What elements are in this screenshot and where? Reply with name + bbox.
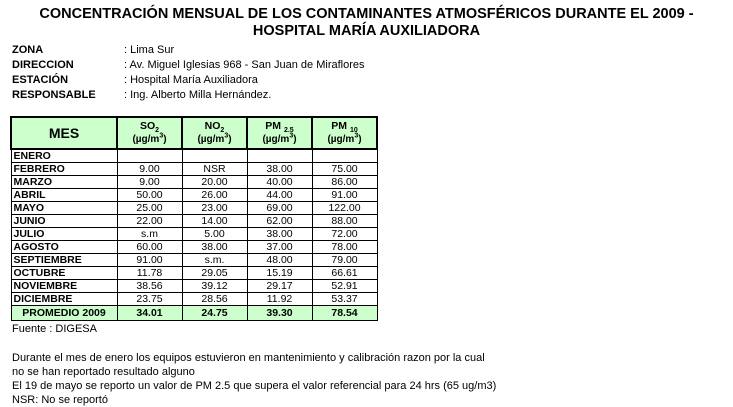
source-note: Fuente : DIGESA — [12, 323, 97, 335]
average-label: PROMEDIO 2009 — [11, 306, 117, 321]
pm10-cell: 91.00 — [312, 189, 377, 202]
pm25-cell: 37.00 — [247, 241, 312, 254]
month-cell: AGOSTO — [11, 241, 117, 254]
so2-cell: 91.00 — [117, 254, 182, 267]
table-row — [11, 189, 377, 202]
table-row — [11, 228, 377, 241]
no2-cell — [182, 149, 247, 163]
average-pm10: 78.54 — [312, 306, 377, 321]
header-mes: MES — [11, 117, 117, 149]
table-body — [11, 149, 377, 306]
table-row — [11, 254, 377, 267]
average-so2: 34.01 — [117, 306, 182, 321]
so2-cell: 38.56 — [117, 280, 182, 293]
table-row — [11, 280, 377, 293]
pm25-cell: 29.17 — [247, 280, 312, 293]
so2-cell: 11.78 — [117, 267, 182, 280]
note-line: Durante el mes de enero los equipos estuvieron en mantenimiento y calibración razon por la cual — [12, 352, 485, 364]
pm25-cell: 62.00 — [247, 215, 312, 228]
note-line: NSR: No se reportó — [12, 394, 108, 406]
no2-cell: NSR — [182, 163, 247, 176]
title-line-2: HOSPITAL MARÍA AUXILIADORA — [252, 23, 481, 39]
header-so2: $SO_2$ $(\mu g/m^3)$ — [117, 117, 182, 149]
average-no2: 24.75 — [182, 306, 247, 321]
pm10-cell: 53.37 — [312, 293, 377, 306]
station-info — [12, 43, 365, 103]
pm25-cell: 11.92 — [247, 293, 312, 306]
table-row — [11, 202, 377, 215]
pm25-cell — [247, 149, 312, 163]
no2-cell: 38.00 — [182, 241, 247, 254]
info-value: : Ing. Alberto Milla Hernández. — [124, 89, 272, 101]
month-cell: JUNIO — [11, 215, 117, 228]
table-row — [11, 215, 377, 228]
month-cell: ENERO — [11, 149, 117, 163]
so2-cell: 23.75 — [117, 293, 182, 306]
info-row-estacion — [12, 73, 365, 88]
info-row-responsable — [12, 88, 365, 103]
note-line: El 19 de mayo se reporto un valor de PM 2.5 que supera el valor referencial para 24 hrs (65 ug/m3) — [12, 380, 497, 392]
month-cell: FEBRERO — [11, 163, 117, 176]
so2-cell — [117, 149, 182, 163]
average-row — [11, 306, 377, 321]
title-line-1: CONCENTRACIÓN MENSUAL DE LOS CONTAMINANTES ATMOSFÉRICOS DURANTE EL 2009 - — [39, 6, 694, 22]
so2-cell: 22.00 — [117, 215, 182, 228]
page-title — [0, 6, 733, 40]
info-label: ESTACIÓN — [12, 74, 69, 86]
month-cell: ABRIL — [11, 189, 117, 202]
pm25-cell: 38.00 — [247, 163, 312, 176]
header-no2: $NO_2$ $(\mu g/m^3)$ — [182, 117, 247, 149]
pm10-cell — [312, 149, 377, 163]
pm25-cell: 38.00 — [247, 228, 312, 241]
info-label: DIRECCION — [12, 59, 74, 71]
no2-cell: 23.00 — [182, 202, 247, 215]
month-cell: NOVIEMBRE — [11, 280, 117, 293]
no2-cell: 5.00 — [182, 228, 247, 241]
table-row — [11, 267, 377, 280]
pm10-cell: 52.91 — [312, 280, 377, 293]
month-cell: DICIEMBRE — [11, 293, 117, 306]
pollutant-table — [10, 116, 378, 321]
note-line: no se han reportado resultado alguno — [12, 366, 195, 378]
info-row-direccion — [12, 58, 365, 73]
info-value: : Hospital María Auxiliadora — [124, 74, 258, 86]
table-row — [11, 163, 377, 176]
table-row — [11, 293, 377, 306]
table-row — [11, 176, 377, 189]
so2-cell: 50.00 — [117, 189, 182, 202]
so2-cell: s.m — [117, 228, 182, 241]
pm10-cell: 79.00 — [312, 254, 377, 267]
no2-cell: s.m. — [182, 254, 247, 267]
pm10-cell: 66.61 — [312, 267, 377, 280]
so2-cell: 9.00 — [117, 176, 182, 189]
table-row — [11, 241, 377, 254]
header-pm25: PM $_{2.5}$ $(\mu g/m^3)$ — [247, 117, 312, 149]
so2-cell: 9.00 — [117, 163, 182, 176]
table-header-row — [11, 117, 377, 149]
pm25-cell: 69.00 — [247, 202, 312, 215]
info-value: : Lima Sur — [124, 44, 175, 56]
no2-cell: 14.00 — [182, 215, 247, 228]
no2-cell: 28.56 — [182, 293, 247, 306]
no2-cell: 20.00 — [182, 176, 247, 189]
no2-cell: 26.00 — [182, 189, 247, 202]
month-cell: JULIO — [11, 228, 117, 241]
pm10-cell: 122.00 — [312, 202, 377, 215]
table-row — [11, 149, 377, 163]
pm25-cell: 44.00 — [247, 189, 312, 202]
info-value: : Av. Miguel Iglesias 968 - San Juan de Miraflores — [124, 59, 365, 71]
no2-cell: 29.05 — [182, 267, 247, 280]
info-label: RESPONSABLE — [12, 89, 96, 101]
pm10-cell: 72.00 — [312, 228, 377, 241]
header-pm10: PM $_{10}$ $(\mu g/m^3)$ — [312, 117, 377, 149]
so2-cell: 60.00 — [117, 241, 182, 254]
notes — [12, 351, 496, 407]
month-cell: OCTUBRE — [11, 267, 117, 280]
so2-cell: 25.00 — [117, 202, 182, 215]
average-pm25: 39.30 — [247, 306, 312, 321]
info-row-zona — [12, 43, 365, 58]
month-cell: MARZO — [11, 176, 117, 189]
pm10-cell: 78.00 — [312, 241, 377, 254]
pm10-cell: 86.00 — [312, 176, 377, 189]
pm25-cell: 40.00 — [247, 176, 312, 189]
pm25-cell: 15.19 — [247, 267, 312, 280]
month-cell: SEPTIEMBRE — [11, 254, 117, 267]
info-label: ZONA — [12, 44, 44, 56]
no2-cell: 39.12 — [182, 280, 247, 293]
pm10-cell: 88.00 — [312, 215, 377, 228]
month-cell: MAYO — [11, 202, 117, 215]
pm10-cell: 75.00 — [312, 163, 377, 176]
pm25-cell: 48.00 — [247, 254, 312, 267]
